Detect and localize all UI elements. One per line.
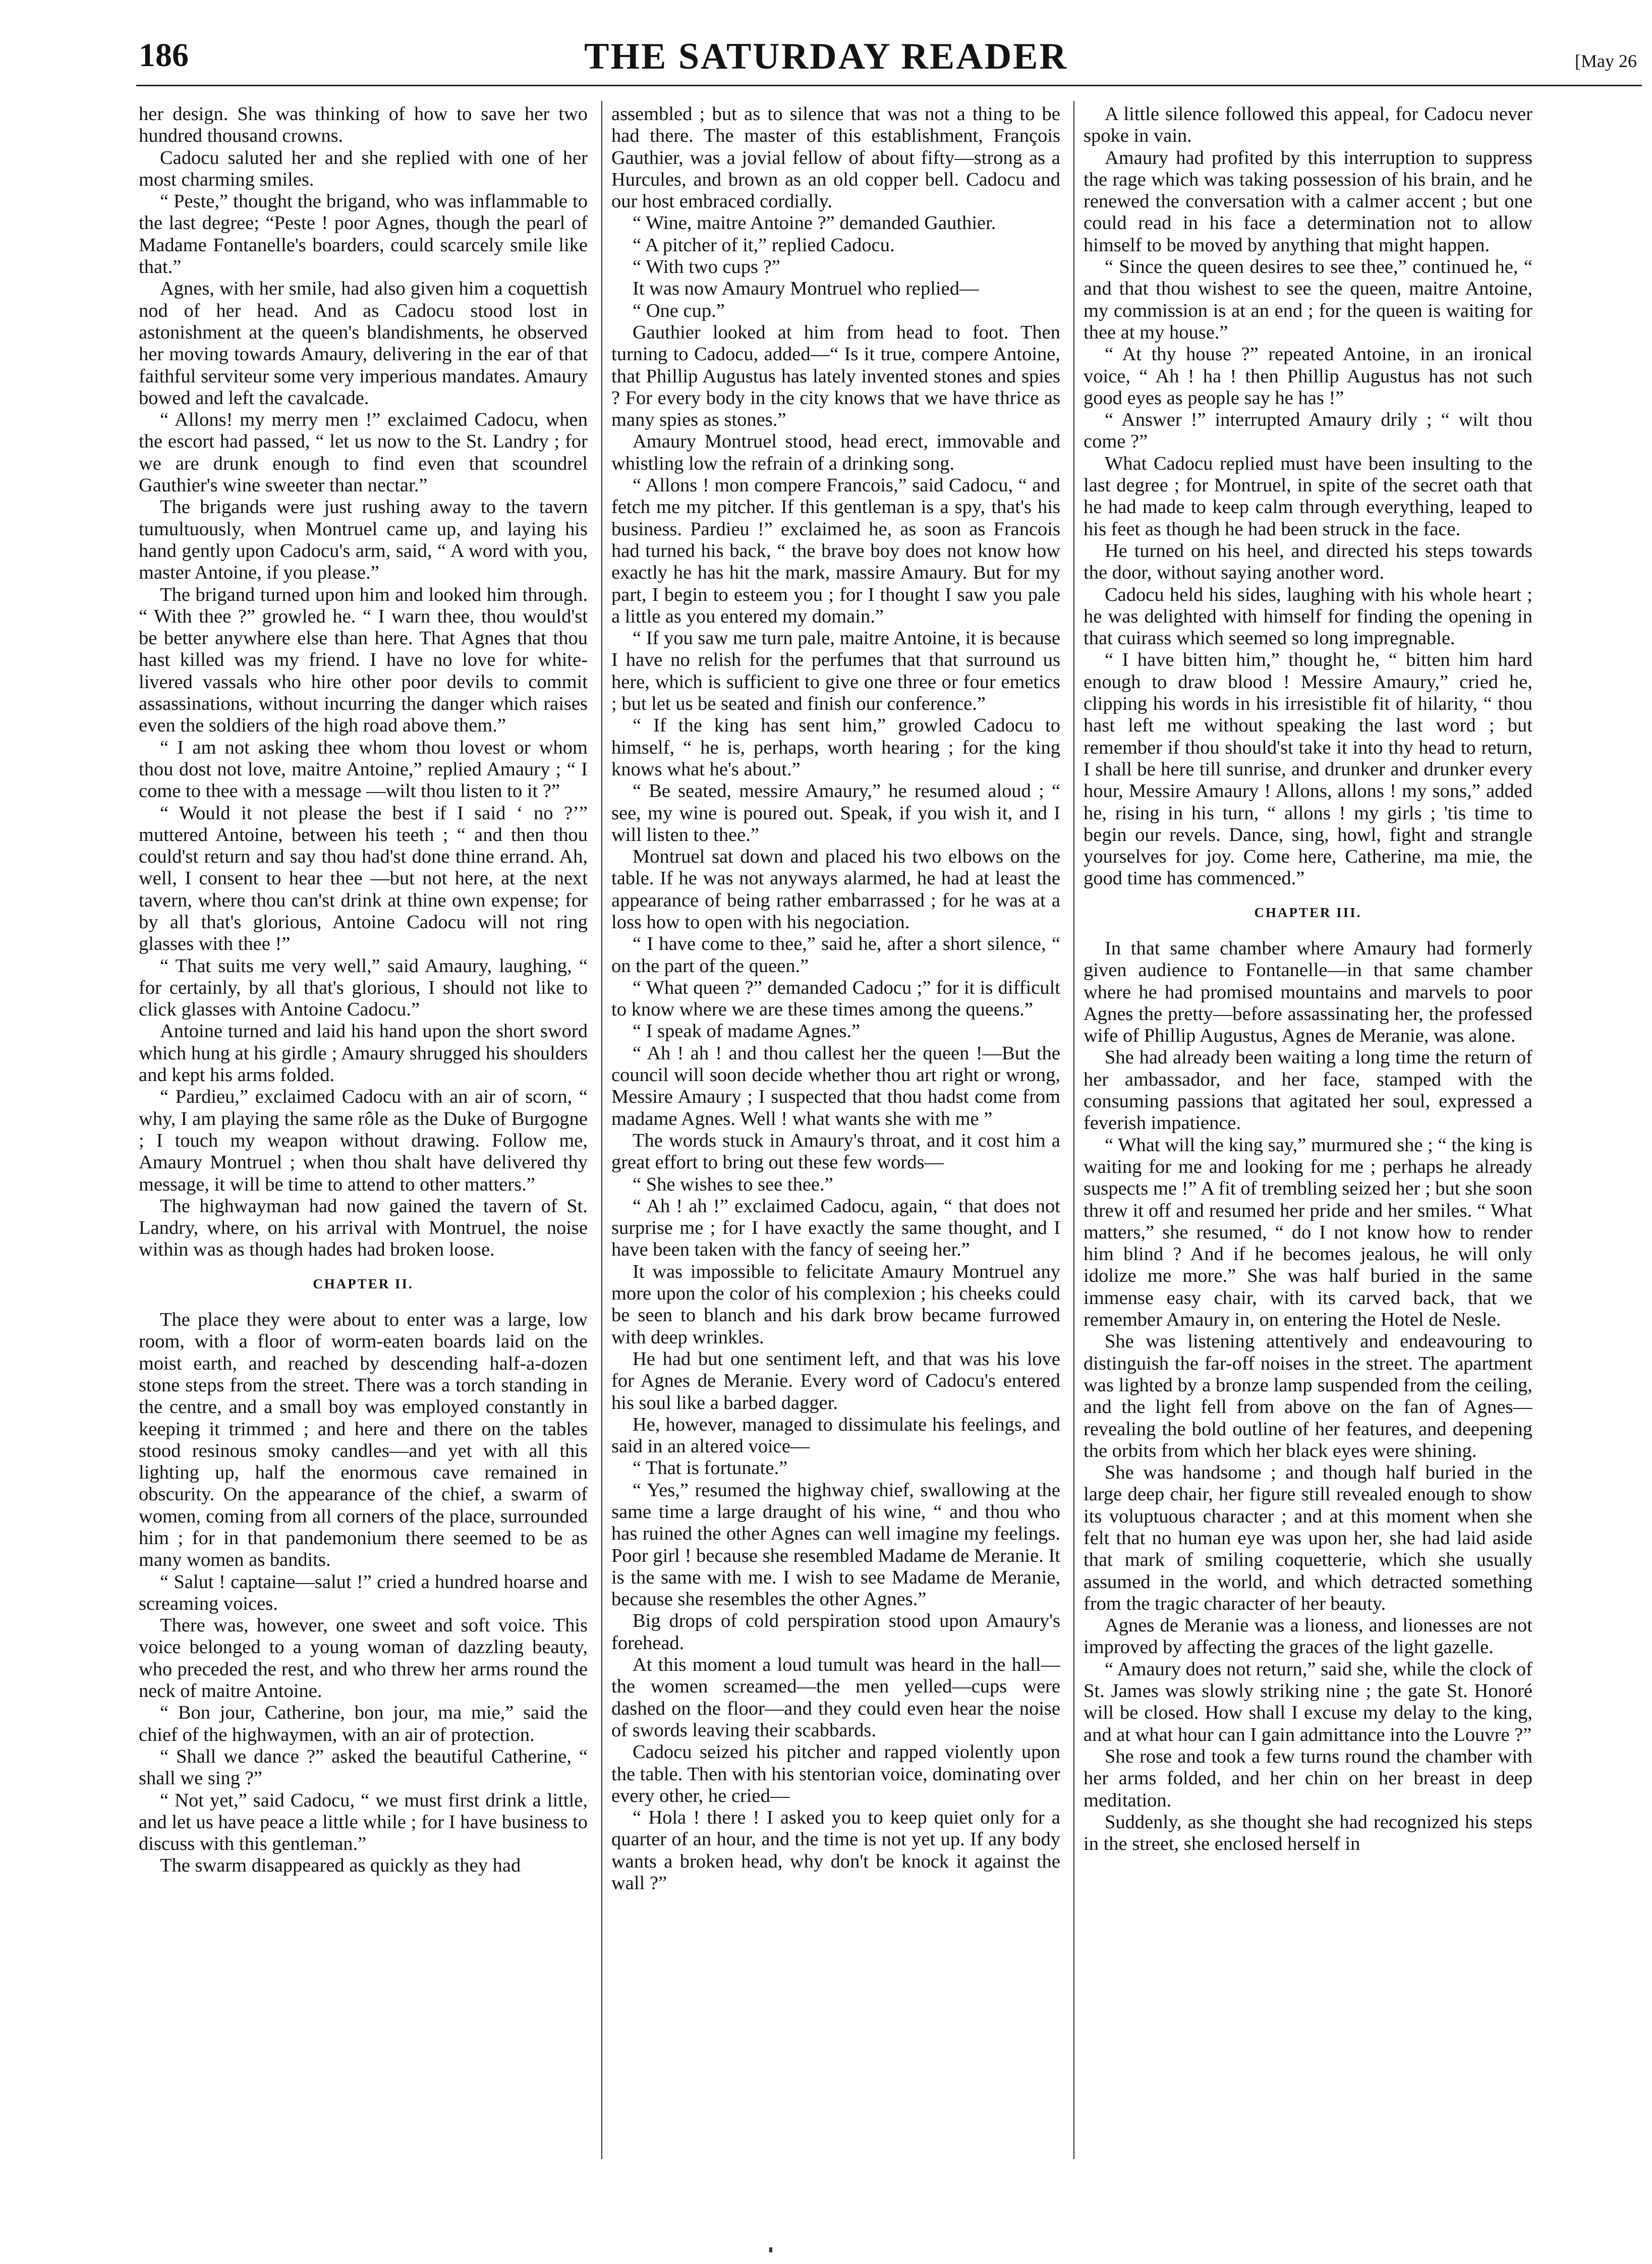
- paragraph: “ Peste,” thought the brigand, who was inflammable to the last degree; “Peste ! poor Agnes, though the pearl of Madame Fontanelle's boarders, could scarcely smile like that.”: [139, 191, 588, 278]
- paragraph: “ If the king has sent him,” growled Cadocu to himself, “ he is, perhaps, worth hearing ; for the king knows what he's about.”: [611, 715, 1060, 780]
- paragraph: “ Shall we dance ?” asked the beautiful Catherine, “ shall we sing ?”: [139, 1745, 588, 1789]
- paragraph: Agnes, with her smile, had also given him a coquettish nod of her head. And as Cadocu stood lost in astonishment at the queen's blandishments, he observed her moving towards Amaury, delivering in the ear of that faithful serviteur some very imperious mandates. Amaury bowed and left the cavalcade.: [139, 278, 588, 409]
- paragraph: Antoine turned and laid his hand upon the short sword which hung at his girdle ; Amaury shrugged his shoulders and kept his arms folded.: [139, 1021, 588, 1086]
- paragraph: She rose and took a few turns round the chamber with her arms folded, and her chin on her breast in deep meditation.: [1084, 1745, 1532, 1811]
- paragraph: “ Bon jour, Catherine, bon jour, ma mie,” said the chief of the highwaymen, with an air of protection.: [139, 1702, 588, 1745]
- paragraph: He, however, managed to dissimulate his feelings, and said in an altered voice—: [611, 1413, 1060, 1457]
- paragraph: “ Answer !” interrupted Amaury drily ; “ wilt thou come ?”: [1084, 409, 1532, 452]
- paragraph: In that same chamber where Amaury had formerly given audience to Fontanelle—in that same chamber where he had promised mountains and marvels to poor Agnes the pretty—before assassinating her, the professed wife of Phillip Augustus, Agnes de Meranie, was alone.: [1084, 937, 1532, 1047]
- newspaper-title: THE SATURDAY READER: [584, 36, 1068, 77]
- paragraph: She had already been waiting a long time the return of her ambassador, and her face, stamped with the consuming passions that agitated her soul, expressed a feverish impatience.: [1084, 1047, 1532, 1134]
- paragraph: It was impossible to felicitate Amaury Montruel any more upon the color of his complexion ; his cheeks could be seen to blanch and his dark brow became furrowed with deep wrinkles.: [611, 1261, 1060, 1348]
- paragraph: Cadocu seized his pitcher and rapped violently upon the table. Then with his stentorian voice, dominating over every other, he cried—: [611, 1741, 1060, 1806]
- paragraph: Amaury had profited by this interruption to suppress the rage which was taking possession of his brain, and he renewed the conversation with a calmer accent ; but one could read in his face a determination not to allow himself to be moved by anything that might happen.: [1084, 147, 1532, 256]
- paragraph: Gauthier looked at him from head to foot. Then turning to Cadocu, added—“ Is it true, compere Antoine, that Phillip Augustus has lately invented stones and spies ? For every body in the city knows that we have thrice as many spies as stones.”: [611, 321, 1060, 431]
- paragraph: “ What queen ?” demanded Cadocu ;” for it is difficult to know where we are these times among the queens.”: [611, 977, 1060, 1021]
- paragraph: What Cadocu replied must have been insulting to the last degree ; for Montruel, in spite of the secret oath that he had made to keep calm through everything, leaped to his feet as though he had been struck in the face.: [1084, 452, 1532, 540]
- paragraph: The brigands were just rushing away to the tavern tumultuously, when Montruel came up, and laying his hand gently upon Cadocu's arm, said, “ A word with you, master Antoine, if you please.”: [139, 496, 588, 584]
- paragraph: There was, however, one sweet and soft voice. This voice belonged to a young woman of dazzling beauty, who preceded the rest, and who threw her arms round the neck of maitre Antoine.: [139, 1615, 588, 1702]
- column-2: [611, 103, 1060, 2242]
- paragraph: “ That is fortunate.”: [633, 1457, 788, 1479]
- paragraph: “ A pitcher of it,” replied Cadocu.: [633, 234, 895, 256]
- paragraph: He turned on his heel, and directed his steps towards the door, without saying another word.: [1084, 540, 1532, 584]
- paragraph: “ With two cups ?”: [633, 256, 780, 278]
- paragraph: Big drops of cold perspiration stood upon Amaury's forehead.: [611, 1610, 1060, 1654]
- paragraph: “ Pardieu,” exclaimed Cadocu with an air of scorn, “ why, I am playing the same rôle as the Duke of Burgogne ; I touch my weapon without drawing. Follow me, Amaury Montruel ; when thou shalt have delivered thy message, it will be time to attend to other matters.”: [139, 1086, 588, 1195]
- column-divider: [1073, 101, 1074, 2159]
- issue-date: [May 26: [1575, 51, 1637, 71]
- page-number: 186: [139, 37, 189, 74]
- paragraph: Montruel sat down and placed his two elbows on the table. If he was not anyways alarmed, he had at least the appearance of being rather embarrassed ; for he was at a loss how to open with his negociation.: [611, 846, 1060, 933]
- paragraph: “ I speak of madame Agnes.”: [633, 1021, 861, 1042]
- paragraph: “ Ah ! ah ! and thou callest her the queen !—But the council will soon decide whether thou art right or wrong, Messire Amaury ; I suspected that thou hadst come from madame Agnes. Well ! what wants she with me ”: [611, 1042, 1060, 1129]
- paragraph: “ Yes,” resumed the highway chief, swallowing at the same time a large draught of his wine, “ and thou who has ruined the other Agnes can well imagine my feelings. Poor girl ! because she resembled Madame de Meranie. It is the same with me. I wish to see Madame de Meranie, because she resembles the other Agnes.”: [611, 1479, 1060, 1610]
- paragraph: assembled ; but as to silence that was not a thing to be had there. The master of this establishment, François Gauthier, was a jovial fellow of about fifty—strong as a Hurcules, and brown as an old copper bell. Cadocu and our host embraced cordially.: [611, 103, 1060, 212]
- paragraph: “ Hola ! there ! I asked you to keep quiet only for a quarter of an hour, and the time is not yet up. If any body wants a broken head, why don't be knock it against the wall ?”: [611, 1807, 1060, 1894]
- paragraph: “ At thy house ?” repeated Antoine, in an ironical voice, “ Ah ! ha ! then Phillip Augustus has not such good eyes as people say he has !”: [1084, 344, 1532, 409]
- paragraph: Suddenly, as she thought she had recognized his steps in the street, she enclosed herself in: [1084, 1811, 1532, 1855]
- paragraph: “ That suits me very well,” said Amaury, laughing, “ for certainly, by all that's glorious, I should not like to click glasses with Antoine Cadocu.”: [139, 955, 588, 1021]
- paragraph: “ Salut ! captaine—salut !” cried a hundred hoarse and screaming voices.: [139, 1571, 588, 1614]
- paragraph: “ Ah ! ah !” exclaimed Cadocu, again, “ that does not surprise me ; for I have exactly the same thought, and I have been taken with the fancy of seeing her.”: [611, 1195, 1060, 1261]
- paragraph: The highwayman had now gained the tavern of St. Landry, where, on his arrival with Montruel, the noise within was as though hades had broken loose.: [139, 1195, 588, 1261]
- paragraph: The brigand turned upon him and looked him through. “ With thee ?” growled he. “ I warn thee, thou would'st be better anywhere else than here. That Agnes that thou hast killed was my friend. I have no love for white-livered vassals who hire other poor devils to commit assassinations, without incurring the danger which raises even the soldiers of the high road above them.”: [139, 584, 588, 737]
- paragraph: “ Since the queen desires to see thee,” continued he, “ and that thou wishest to see the queen, maitre Antoine, my commission is at an end ; for the queen is waiting for thee at my house.”: [1084, 256, 1532, 343]
- paragraph: At this moment a loud tumult was heard in the hall—the women screamed—the men yelled—cups were dashed on the floor—and they could even hear the noise of swords leaving their scabbards.: [611, 1654, 1060, 1741]
- paragraph: The words stuck in Amaury's throat, and it cost him a great effort to bring out these few words—: [611, 1129, 1060, 1173]
- paragraph: The swarm disappeared as quickly as they had: [160, 1855, 521, 1877]
- paragraph: “ Would it not please the best if I said ‘ no ?’” muttered Antoine, between his teeth ; “ and then thou could'st return and say thou had'st done thine errand. Ah, well, I consent to hear thee —but not here, at the next tavern, where thou can'st drink at thine own expense; for by all that's glorious, Antoine Cadocu will not ring glasses with thee !”: [139, 802, 588, 955]
- paragraph: Agnes de Meranie was a lioness, and lionesses are not improved by affecting the graces of the light gazelle.: [1084, 1615, 1532, 1658]
- paragraph: “ Amaury does not return,” said she, while the clock of St. James was slowly striking nine ; the gate St. Honoré will be closed. How shall I excuse my delay to the king, and at what hour can I gain admittance into the Louvre ?”: [1084, 1658, 1532, 1745]
- paragraph: A little silence followed this appeal, for Cadocu never spoke in vain.: [1084, 103, 1532, 147]
- header-rule: [136, 85, 1642, 86]
- paragraph: Amaury Montruel stood, head erect, immovable and whistling low the refrain of a drinking song.: [611, 431, 1060, 474]
- page-header: [0, 0, 1652, 86]
- paragraph: “ She wishes to see thee.”: [633, 1173, 833, 1195]
- page-mark: [769, 2247, 772, 2252]
- paragraph: “ Not yet,” said Cadocu, “ we must first drink a little, and let us have peace a little while ; for I have business to discuss with this gentleman.”: [139, 1789, 588, 1855]
- paragraph: “ Be seated, messire Amaury,” he resumed aloud ; “ see, my wine is poured out. Speak, if you wish it, and I will listen to thee.”: [611, 780, 1060, 845]
- paragraph: “ Allons! my merry men !” exclaimed Cadocu, when the escort had passed, “ let us now to the St. Landry ; for we are drunk enough to find even that scoundrel Gauthier's wine sweeter than nectar.”: [139, 409, 588, 496]
- column-3: [1084, 103, 1532, 2242]
- paragraph: She was listening attentively and endeavouring to distinguish the far-off noises in the street. The apartment was lighted by a bronze lamp suspended from the ceiling, and the light fell from above on the fan of Agnes—revealing the bold outline of her features, and deepening the orbits from which her black eyes were shining.: [1084, 1331, 1532, 1461]
- paragraph: Cadocu saluted her and she replied with one of her most charming smiles.: [139, 147, 588, 190]
- paragraph: He had but one sentiment left, and that was his love for Agnes de Meranie. Every word of Cadocu's entered his soul like a barbed dagger.: [611, 1348, 1060, 1413]
- paragraph: “ If you saw me turn pale, maitre Antoine, it is because I have no relish for the perfumes that that surround us here, which is sufficient to give one three or four emetics ; but let us be seated and finish our conference.”: [611, 628, 1060, 715]
- paragraph: The place they were about to enter was a large, low room, with a floor of worm-eaten boards laid on the moist earth, and reached by descending half-a-dozen stone steps from the street. There was a torch standing in the centre, and a small boy was employed constantly in keeping it trimmed ; and here and there on the tables stood resinous smoky candles—and yet with all this lighting up, half the enormous cave remained in obscurity. On the appearance of the chief, a swarm of women, coming from all corners of the place, surrounded him ; for in that pandemonium there seemed to be as many women as bandits.: [139, 1309, 588, 1571]
- paragraph: “ I am not asking thee whom thou lovest or whom thou dost not love, maitre Antoine,” replied Amaury ; “ I come to thee with a message —wilt thou listen to it ?”: [139, 737, 588, 802]
- paragraph: “ Allons ! mon compere Francois,” said Cadocu, “ and fetch me my pitcher. If this gentleman is a spy, that's his business. Pardieu !” exclaimed he, as soon as Francois had turned his back, “ the brave boy does not know how exactly he has hit the mark, massire Amaury. But for my part, I begin to esteem you ; for I thought I saw you pale a little as you entered my domain.”: [611, 475, 1060, 627]
- chapter-heading: CHAPTER III.: [1254, 904, 1362, 920]
- column-1: [139, 103, 588, 2242]
- paragraph: “ What will the king say,” murmured she ; “ the king is waiting for me and looking for me ; perhaps he already suspects me !” A fit of trembling seized her ; but she soon threw it off and resumed her pride and her smiles. “ What matters,” she resumed, “ do I not know how to render him blind ? And if he becomes jealous, he will only idolize me more.” She was half buried in the same immense easy chair, with its carved back, that we remember Amaury in, on entering the Hotel de Nesle.: [1084, 1134, 1532, 1331]
- paragraph: She was handsome ; and though half buried in the large deep chair, her figure still revealed enough to show its voluptuous character ; and at this moment when she felt that no human eye was upon her, she had laid aside that mark of smiling coquetterie, which she usually assumed in the world, and which detracted something from the tragic character of her beauty.: [1084, 1462, 1532, 1614]
- paragraph: “ One cup.”: [633, 300, 725, 321]
- paragraph: her design. She was thinking of how to save her two hundred thousand crowns.: [139, 103, 588, 147]
- paragraph: “ I have bitten him,” thought he, “ bitten him hard enough to draw blood ! Messire Amaury,” cried he, clipping his words in his irresistible fit of hilarity, “ thou hast left me without speaking the last word ; but remember if thou should'st take it into thy head to return, I shall be here till sunrise, and drunker and drunker every hour, Messire Amaury ! Allons, allons ! my sons,” added he, rising in his turn, “ allons ! my girls ; 'tis time to begin our revels. Dance, sing, howl, fight and strangle yourselves for joy. Come here, Catherine, ma mie, the good time has commenced.”: [1084, 649, 1532, 889]
- paragraph: Cadocu held his sides, laughing with his whole heart ; he was delighted with himself for finding the opening in that cuirass which seemed so long impregnable.: [1084, 584, 1532, 649]
- column-divider: [601, 101, 602, 2159]
- paragraph: “ Wine, maitre Antoine ?” demanded Gauthier.: [633, 212, 996, 234]
- paragraph: “ I have come to thee,” said he, after a short silence, “ on the part of the queen.”: [611, 933, 1060, 977]
- chapter-heading: CHAPTER II.: [313, 1276, 414, 1291]
- paragraph: It was now Amaury Montruel who replied—: [633, 278, 979, 300]
